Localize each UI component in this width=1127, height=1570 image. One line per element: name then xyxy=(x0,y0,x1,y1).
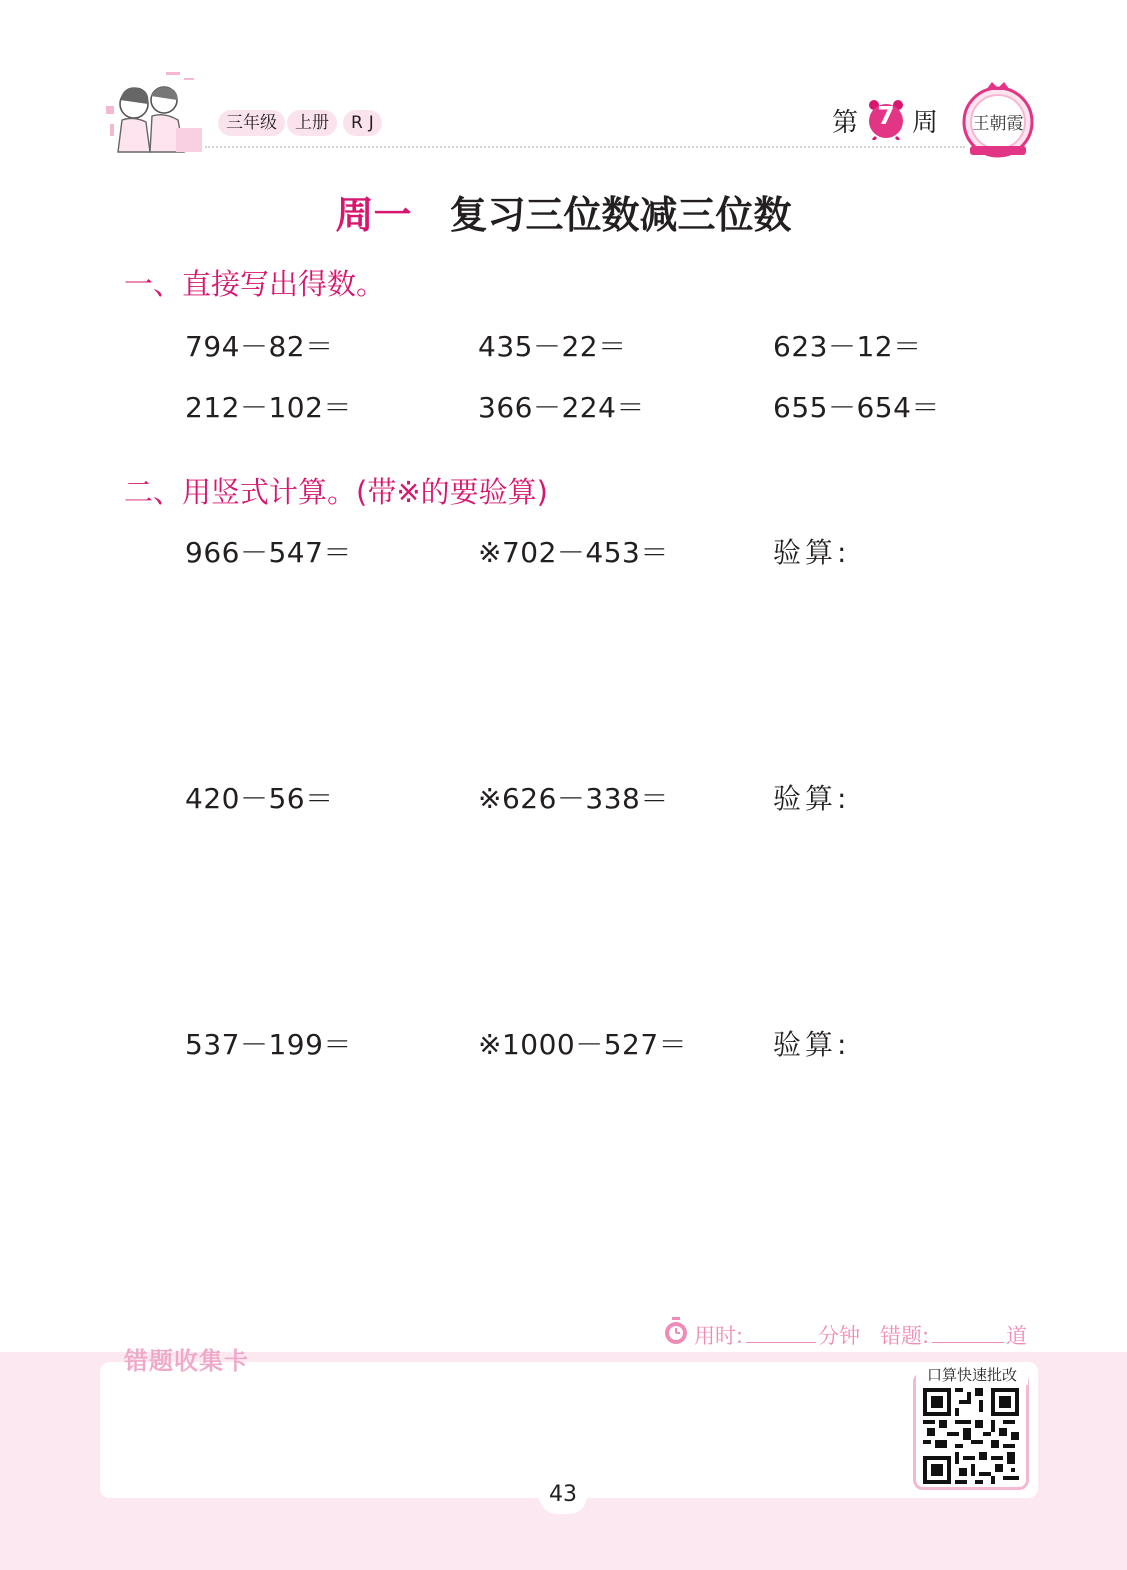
section2-heading: 二、用竖式计算。(带※的要验算) xyxy=(124,475,548,509)
edition-tag: RJ xyxy=(343,110,382,136)
page-number: 43 xyxy=(549,1482,577,1507)
time-used-label: 用时: xyxy=(694,1324,744,1348)
vertical-problem-4: ※626－338＝ xyxy=(478,782,669,815)
check-label-2: 验算: xyxy=(773,782,851,815)
volume-tag: 上册 xyxy=(287,110,337,136)
vertical-problem-3: 420－56＝ xyxy=(185,782,334,815)
wrong-count-unit: 道 xyxy=(1006,1324,1027,1348)
qr-caption: 口算快速批改 xyxy=(916,1364,1028,1385)
vertical-problem-1: 966－547＝ xyxy=(185,536,352,569)
mental-problem-5: 366－224＝ xyxy=(478,391,645,424)
header-divider xyxy=(205,146,965,148)
vertical-problem-2: ※702－453＝ xyxy=(478,536,669,569)
mental-problem-6: 655－654＝ xyxy=(773,391,940,424)
mental-problem-1: 794－82＝ xyxy=(185,330,334,363)
brand-seal-icon xyxy=(958,78,1038,160)
week-suffix: 周 xyxy=(912,108,939,138)
grade-tag: 三年级 xyxy=(218,110,285,136)
kids-illustration-icon xyxy=(104,70,204,156)
title-day: 周一 xyxy=(335,193,412,237)
page-title xyxy=(0,184,1127,239)
collect-card-title: 错题收集卡 xyxy=(124,1347,249,1375)
time-used-field[interactable] xyxy=(746,1342,816,1343)
mental-problem-2: 435－22＝ xyxy=(478,330,627,363)
week-number: 7 xyxy=(877,101,895,130)
check-label-3: 验算: xyxy=(773,1028,851,1061)
svg-text:王朝霞: 王朝霞 xyxy=(972,114,1024,134)
title-topic: 复习三位数减三位数 xyxy=(449,193,792,237)
qr-code-icon[interactable] xyxy=(923,1388,1019,1484)
vertical-problem-6: ※1000－527＝ xyxy=(478,1028,688,1061)
section1-heading: 一、直接写出得数。 xyxy=(124,267,386,301)
week-prefix: 第 xyxy=(832,108,859,138)
mental-problem-4: 212－102＝ xyxy=(185,391,352,424)
timer-icon xyxy=(662,1316,690,1346)
vertical-problem-5: 537－199＝ xyxy=(185,1028,352,1061)
minutes-unit: 分钟 xyxy=(818,1324,860,1348)
check-label-1: 验算: xyxy=(773,536,851,569)
wrong-count-field[interactable] xyxy=(932,1342,1004,1343)
wrong-count-label: 错题: xyxy=(880,1324,930,1348)
mental-problem-3: 623－12＝ xyxy=(773,330,922,363)
